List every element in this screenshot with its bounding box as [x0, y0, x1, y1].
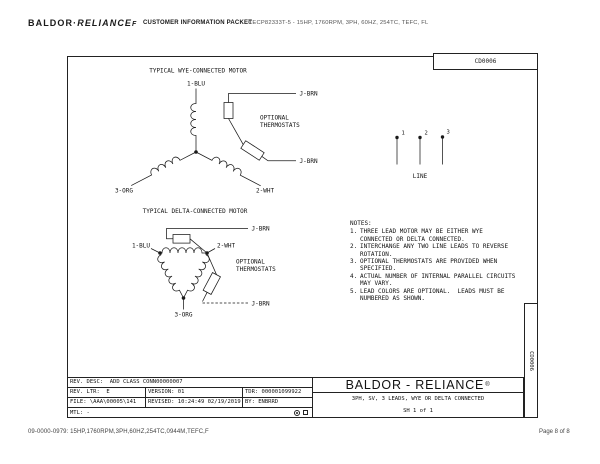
file-cell: FILE: \AAA\00005\141 [68, 398, 146, 407]
note-item [350, 228, 522, 243]
delta-lead2-wire [207, 249, 215, 254]
drawing-code-vertical: CD0006 [528, 350, 534, 371]
wye-thermostat-2 [241, 141, 264, 161]
delta-thermo-top-label: J-BRN [251, 225, 270, 233]
delta-lead1-label: 1-BLU [131, 242, 150, 250]
delta-thermostat-wire-3 [203, 292, 208, 301]
note-number: 1. [350, 228, 358, 236]
sheet-number: SH 1 of 1 [403, 408, 433, 414]
line-terminal-dot-2 [418, 136, 421, 139]
connection-description: 3PH, SV, 3 LEADS, WYE OR DELTA CONNECTED [351, 396, 485, 402]
note-number: 5. [350, 287, 358, 295]
note-number: 3. [350, 258, 358, 266]
wye-thermostat-wire-top [229, 94, 297, 103]
brand-logo-separator: · [73, 18, 78, 28]
wye-winding-2 [196, 147, 263, 185]
wye-thermo-top-label: J-BRN [299, 90, 318, 98]
line-terminal-2-label: 2 [424, 130, 428, 137]
note-text: OPTIONAL THERMOSTATS ARE PROVIDED WHEN SPECIFIED. [360, 258, 501, 273]
packet-title: CUSTOMER INFORMATION PACKET [143, 20, 253, 26]
wye-lead2-label: 2-WHT [256, 187, 275, 195]
wye-thermostat-wire-mid [229, 119, 244, 145]
line-terminal-dot-3 [441, 135, 444, 138]
delta-thermostat-wire-mid [190, 239, 207, 253]
title-block-company-section [313, 378, 523, 417]
wye-winding-3 [129, 147, 196, 185]
line-terminal-1-label: 1 [401, 130, 405, 137]
brand-logo-left: BALDOR [28, 18, 74, 28]
mtl-cell: MTL: - [70, 410, 90, 416]
wye-lead1-label: 1-BLU [186, 80, 206, 88]
note-text: ACTUAL NUMBER OF INTERNAL PARALLEL CIRCUITS MAY VARY. [360, 272, 519, 288]
wye-thermo-bottom-label: J-BRN [299, 158, 318, 165]
delta-lead3-label: 3-ORG [174, 311, 193, 319]
brand-logo-right: RELIANCE [77, 18, 133, 28]
delta-winding-top [160, 248, 207, 253]
revised-cell: REVISED: 10:24:49 02/19/2019 [146, 398, 243, 407]
delta-thermostat-1 [173, 235, 190, 244]
brand-logo-mark: F [132, 21, 138, 28]
note-text: THREE LEAD MOTOR MAY BE EITHER WYE CONNECTED OR DELTA CONNECTED. [360, 228, 487, 243]
projection-square-icon [303, 410, 308, 415]
notes-block [350, 220, 522, 302]
wye-optional-label-1: OPTIONAL [260, 114, 289, 122]
wye-winding-1 [191, 89, 196, 153]
footer-page-number: Page 8 of 8 [539, 429, 570, 435]
version-cell: VERSION: 01 [146, 388, 243, 397]
wye-lead3-label: 3-ORG [114, 187, 133, 195]
delta-diagram [132, 208, 276, 319]
note-text: LEAD COLORS ARE OPTIONAL. LEADS MUST BE NUMBERED AS SHOWN. [360, 287, 509, 303]
company-name-text: BALDOR - RELIANCE [345, 378, 485, 392]
notes-heading: NOTES: [350, 220, 372, 227]
line-terminal-3-label: 3 [446, 129, 450, 136]
note-item [350, 258, 522, 273]
line-terminal-dot-1 [395, 136, 398, 139]
delta-winding-right [183, 253, 211, 300]
note-text: INTERCHANGE ANY TWO LINE LEADS TO REVERSE ROTATION. [360, 243, 512, 258]
line-caption: LINE [412, 173, 428, 180]
rev-desc-cell: REV. DESC: ADD CLASS CONN00000007 [70, 379, 183, 385]
delta-thermo-bottom-label: J-BRN [251, 300, 270, 308]
drawing-code: CD0006 [474, 58, 497, 65]
company-name [313, 378, 523, 393]
wye-star-point [194, 150, 198, 154]
title-block [67, 377, 524, 418]
registered-mark: ® [485, 382, 491, 388]
delta-thermostat-wire-top [167, 229, 249, 239]
delta-optional-label-1: OPTIONAL [236, 258, 265, 266]
wye-diagram [115, 68, 318, 195]
footer-document-id: 09-0000-0979: 15HP,1760RPM,3PH,60HZ,254TC,0944M,TEFC,F [28, 429, 209, 435]
rev-ltr-cell: REV. LTR: E [68, 388, 146, 397]
note-item [350, 288, 522, 303]
delta-optional-label-2: THERMOSTATS [236, 266, 276, 273]
wye-thermostat-wire-bottom [262, 156, 296, 161]
title-block-revision-table [68, 378, 313, 417]
delta-lead2-label: 2-WHT [217, 242, 236, 250]
note-item [350, 243, 522, 258]
delta-lead1-wire [151, 249, 160, 254]
note-number: 4. [350, 272, 358, 280]
delta-winding-left [155, 253, 183, 300]
projection-symbols [294, 410, 308, 416]
motor-spec-line: CECP82333T-5 - 15HP, 1760RPM, 3PH, 60HZ, 254TC, TEFC, FL [248, 20, 429, 26]
wye-title: TYPICAL WYE-CONNECTED MOTOR [149, 67, 247, 75]
line-terminals [395, 130, 450, 181]
delta-thermostat-2 [203, 273, 220, 295]
by-cell: BY: ENBRRD [245, 399, 279, 405]
tdr-cell: TDR: 000001099922 [245, 389, 302, 395]
note-number: 2. [350, 243, 358, 251]
delta-thermostat-wire-2 [207, 253, 217, 275]
wye-optional-label-2: THERMOSTATS [260, 122, 300, 129]
note-item [350, 273, 522, 288]
projection-circle-icon [294, 410, 300, 416]
delta-title: TYPICAL DELTA-CONNECTED MOTOR [142, 208, 248, 215]
wye-thermostat-1 [224, 103, 233, 119]
